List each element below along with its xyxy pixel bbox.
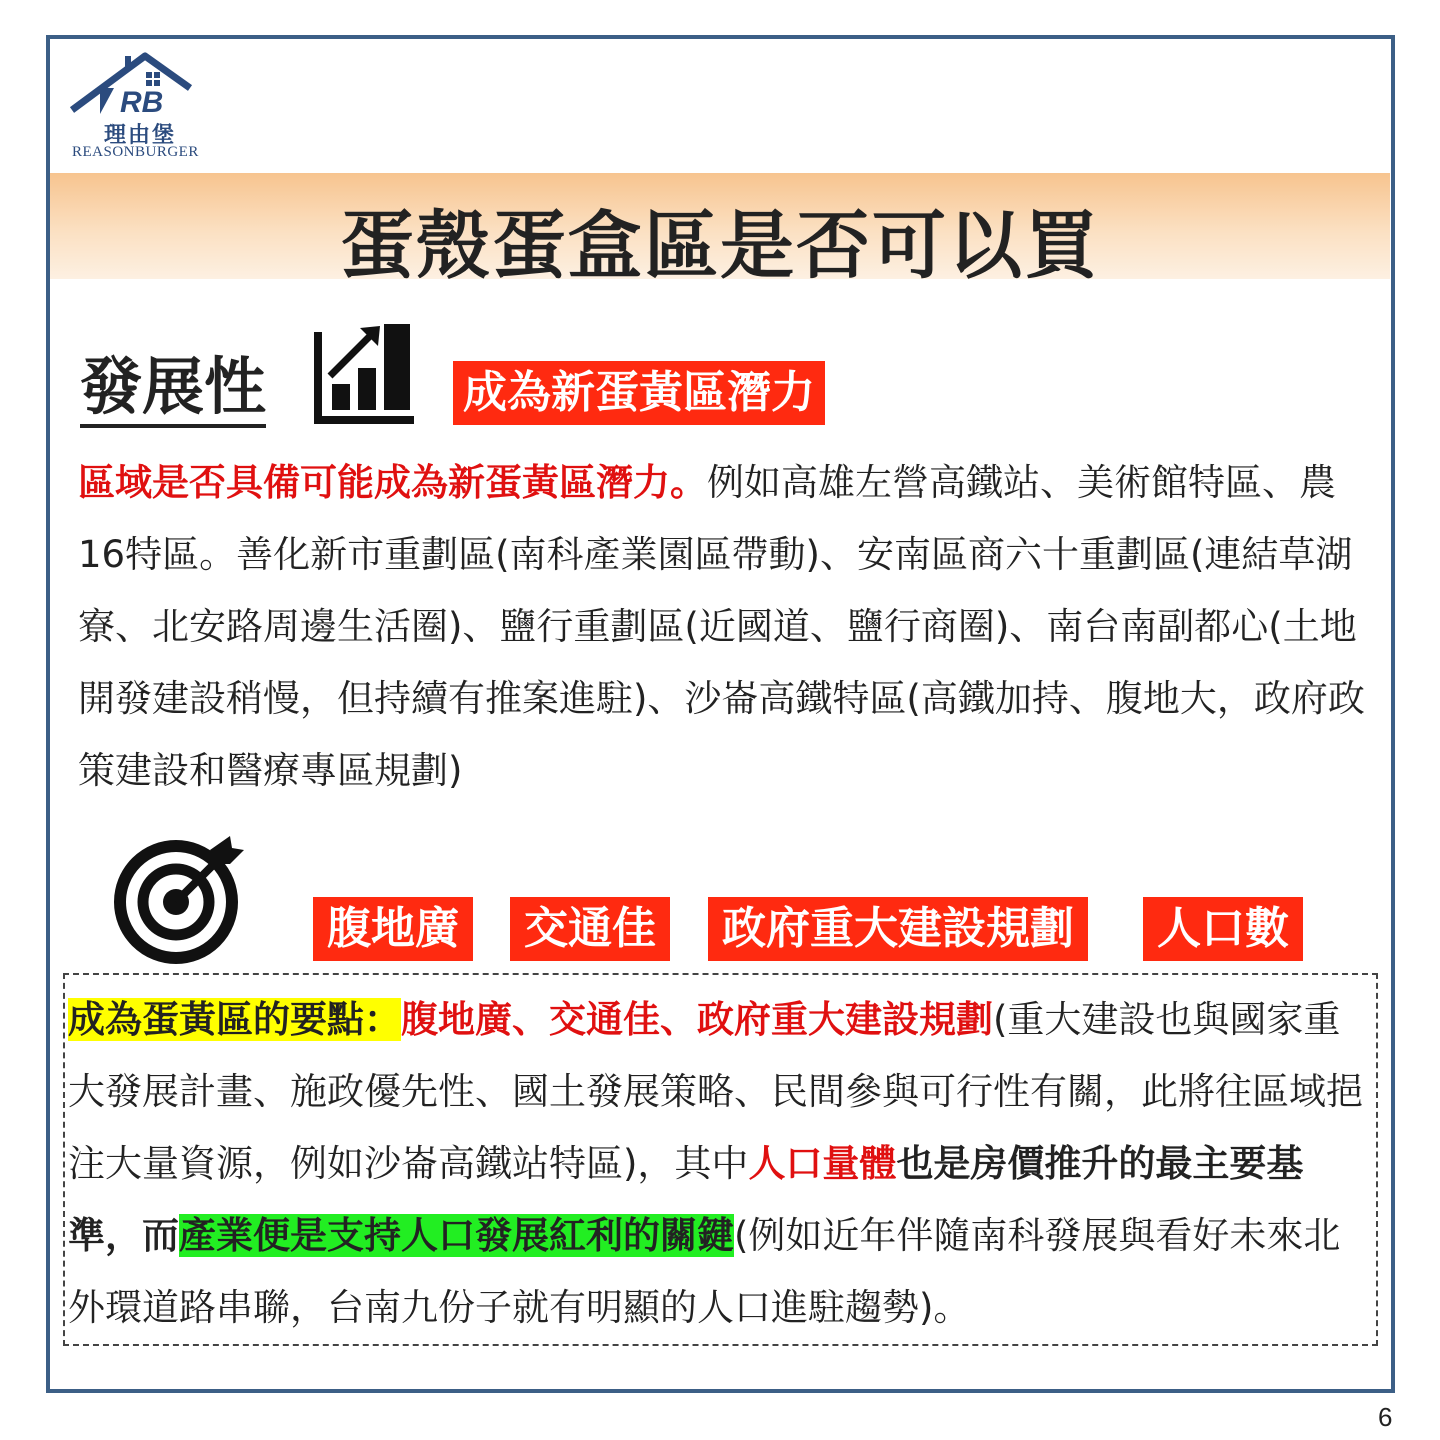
bar-chart-growth-icon: [312, 322, 416, 426]
paragraph-body: 例如高雄左營高鐵站、美術館特區、農16特區。善化新市重劃區(南科產業園區帶動)、安南區商六十重劃區(連結草湖寮、北安路周邊生活圈)、鹽行重劃區(近國道、鹽行商圈)、南台南副都心(土地開發建設稍慢，但持續有推案進駐)、沙崙高鐵特區(高鐵加持、腹地大，政府政策建設和醫療專區規劃): [78, 461, 1365, 792]
tag-transport: 交通佳: [510, 897, 670, 961]
key-points-paragraph: [68, 984, 1373, 1344]
logo-chinese-name: 理由堡: [104, 122, 177, 148]
brand-logo: [70, 48, 220, 163]
house-logo-icon: [70, 48, 220, 123]
paragraph-text-1: (重大建設也與國家重大發展計畫、施政優先性、國土發展策略、民間參與可行性有關，此將往區域挹注大量資源，例如沙崙高鐵站特區)，其中: [68, 998, 1363, 1185]
highlight-green-text: 產業便是支持人口發展紅利的關鍵: [179, 1214, 734, 1257]
target-icon: [112, 834, 246, 966]
tag-land-area: 腹地廣: [313, 897, 473, 961]
section-heading-development: 發展性: [80, 352, 266, 428]
logo-english-name: REASONBURGER: [72, 144, 199, 160]
red-bold-population: 人口量體: [748, 1142, 897, 1185]
red-bold-factors: 腹地廣、交通佳、政府重大建設規劃: [401, 998, 993, 1041]
development-paragraph: [78, 447, 1378, 807]
page-title: 蛋殼蛋盒區是否可以買: [340, 203, 1100, 289]
paragraph-text-2: (例如近年伴隨南科發展與看好未來北外環道路串聯，台南九份子就有明顯的人口進駐趨勢)。: [68, 1214, 1341, 1329]
logo-mark: RB: [120, 86, 164, 119]
title-banner: [50, 173, 1390, 289]
page-number: 6: [1378, 1402, 1393, 1432]
potential-tag: 成為新蛋黃區潛力: [453, 361, 825, 425]
tag-government-projects: 政府重大建設規劃: [708, 897, 1088, 961]
bold-text: 也是房價推升的最主要基準，而: [68, 1142, 1304, 1257]
tag-population: 人口數: [1143, 897, 1303, 961]
paragraph-lead-red: 區域是否具備可能成為新蛋黃區潛力。: [78, 461, 707, 504]
highlight-yellow-text: 成為蛋黃區的要點：: [68, 998, 401, 1041]
